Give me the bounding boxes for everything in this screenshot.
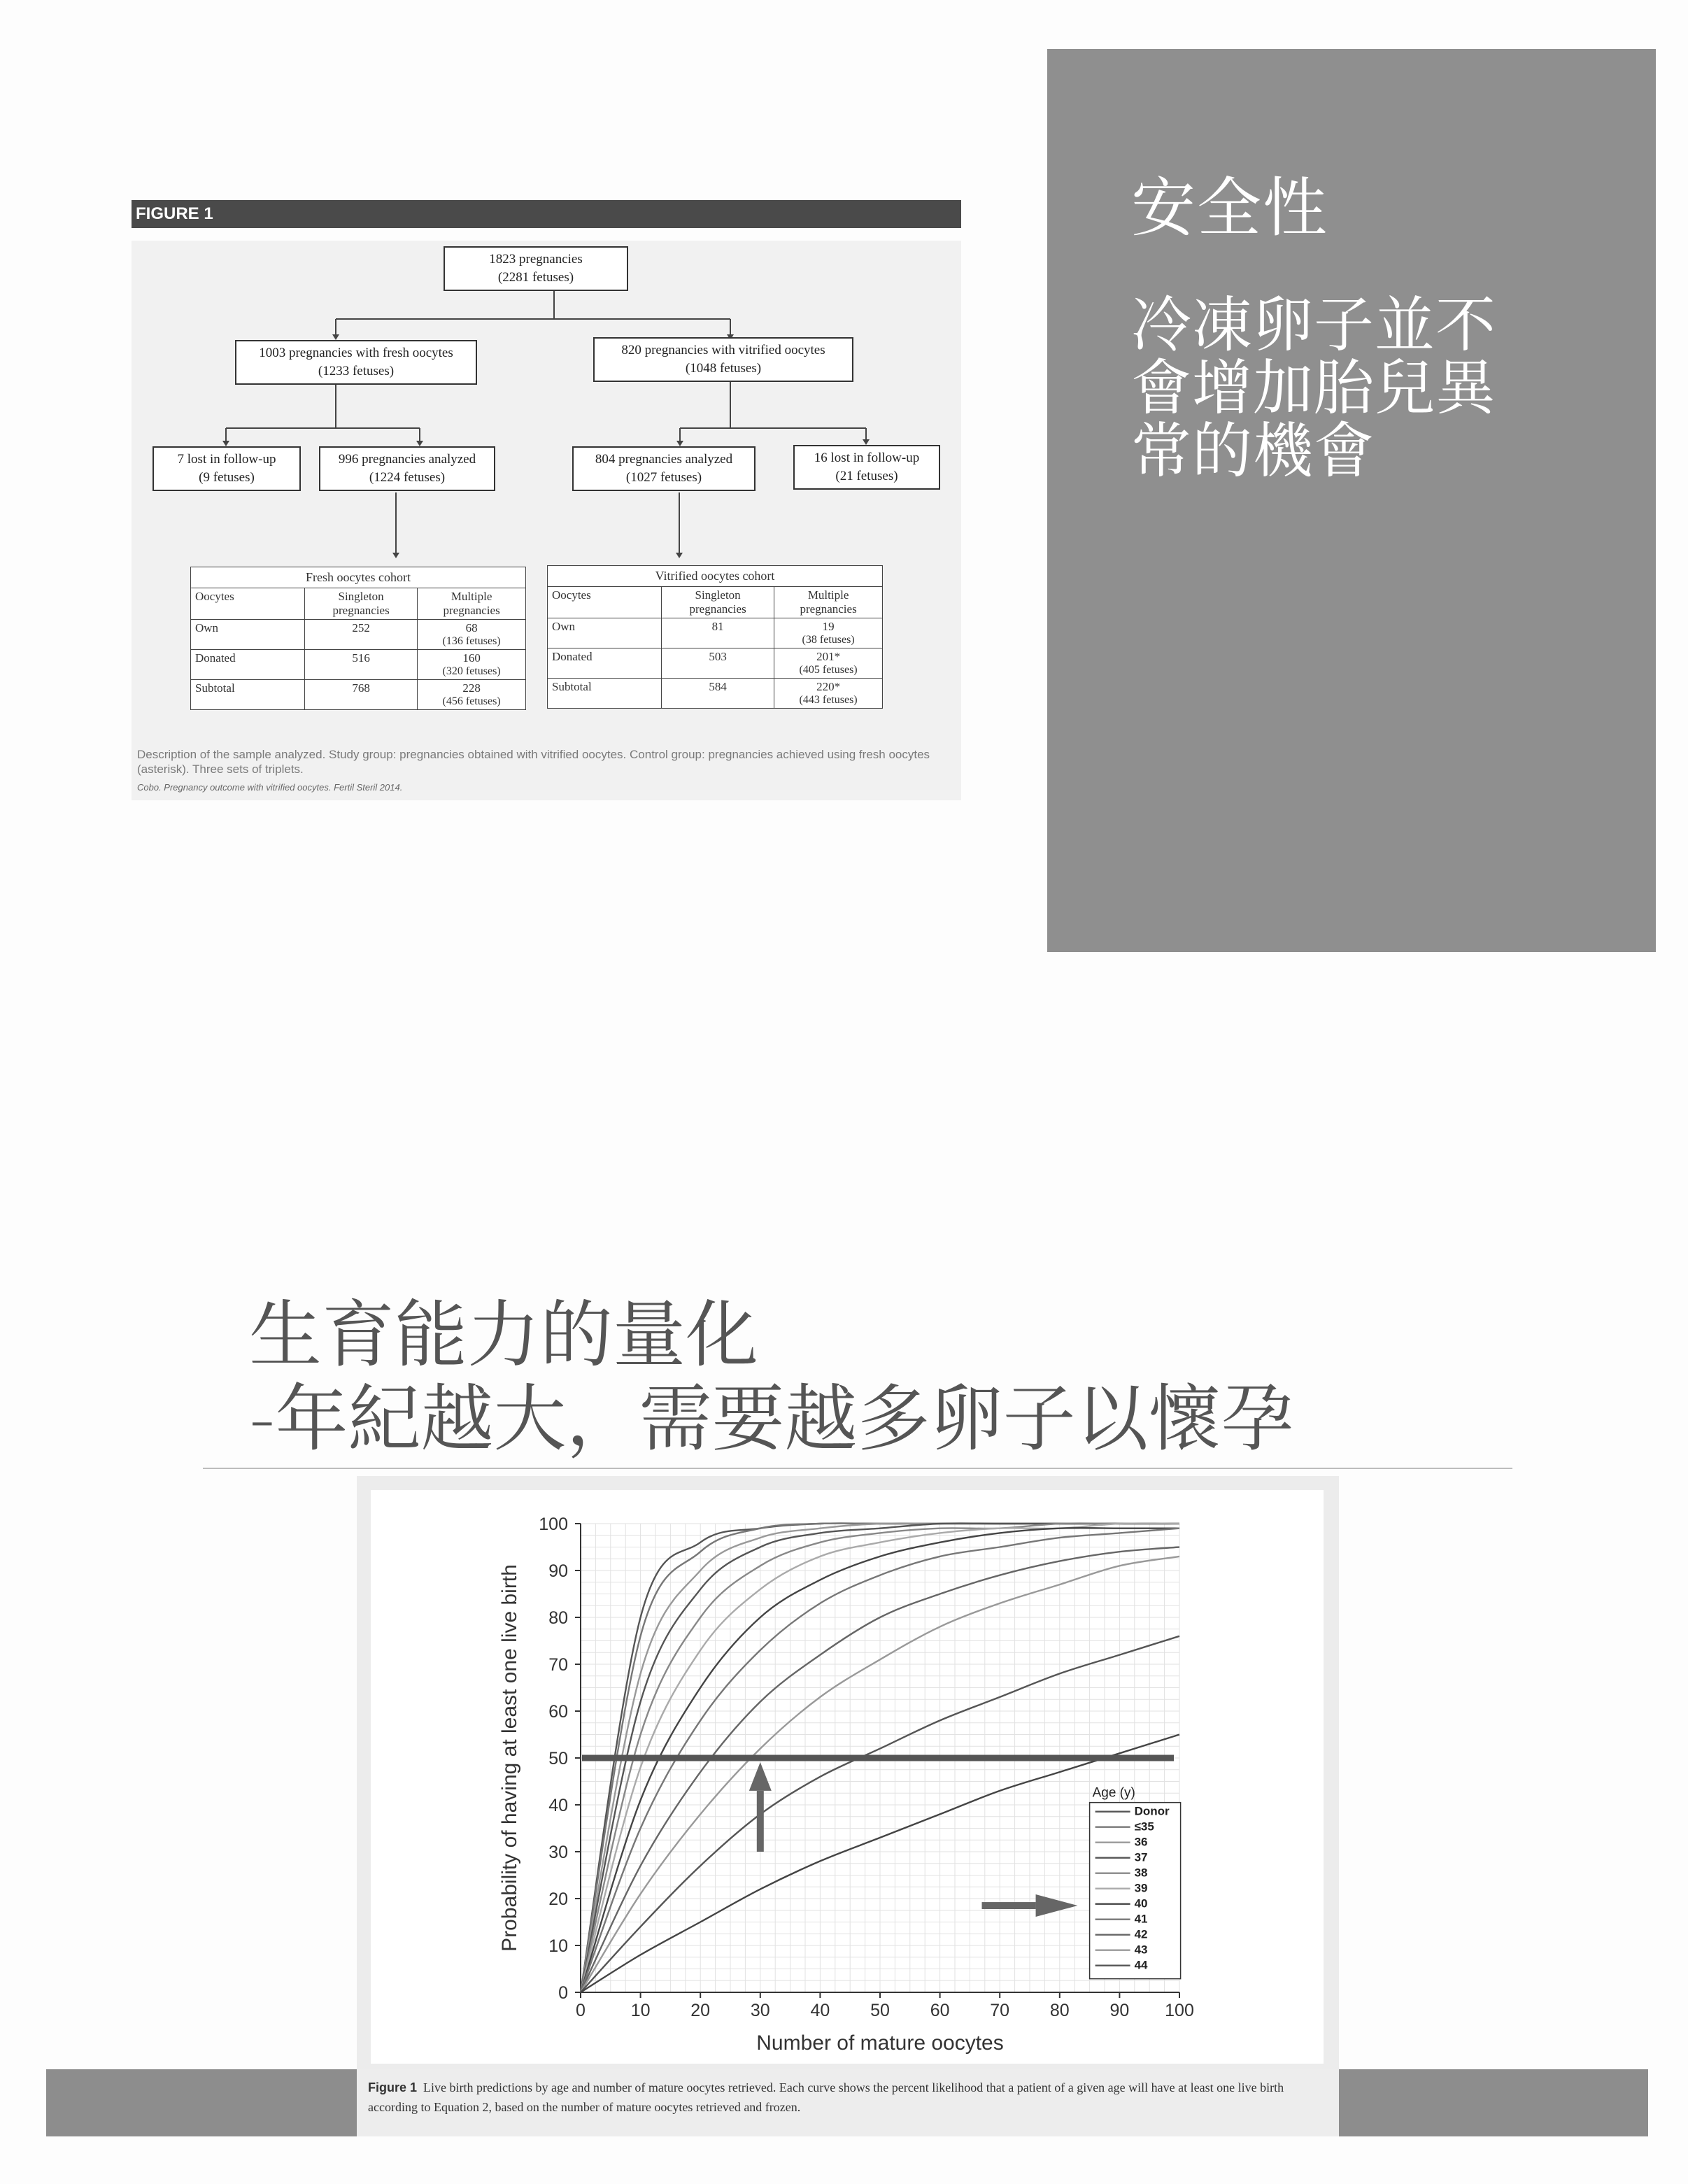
live-birth-chart [371,1490,1324,2064]
flow-box-fresh-lost [153,446,301,491]
y-tick-label: 70 [548,1655,568,1675]
safety-line-2: 會增加胎兒異 [1131,353,1496,423]
y-tick-label: 0 [558,1983,568,2003]
flow-box-vitrified-analyzed-line2: (1027 fetuses) [625,470,702,485]
multiple-fetuses: (136 fetuses) [442,635,501,647]
up-arrow-shaft [757,1791,764,1852]
multiple-fetuses: (320 fetuses) [442,665,501,677]
vitrified-cohort-caption: Vitrified oocytes cohort [548,566,883,587]
section-heading [249,1293,1294,1461]
flow-box-total [444,246,628,291]
flow-box-fresh-analyzed-line2: (1224 fetuses) [369,470,446,485]
flow-box-fresh-lost-line1: 7 lost in follow-up [177,452,276,467]
y-tick-label: 90 [548,1561,568,1581]
multiple-value: 220* [816,680,841,693]
singleton-value: 768 [305,680,418,710]
figure1-citation: Cobo. Pregnancy outcome with vitrified oocytes. Fertil Steril 2014. [137,782,403,793]
multiple-fetuses: (443 fetuses) [799,694,858,706]
table-row [191,680,526,710]
y-tick-label: 50 [548,1749,568,1768]
x-tick-label: 80 [1049,2001,1070,2020]
row-label: Donated [191,650,305,680]
flow-box-vitrified-lost [793,445,940,490]
multiple-value: 68 [465,621,478,634]
singleton-value: 503 [662,648,774,679]
heading-line-2: -年紀越大，需要越多卵子以懷孕 [249,1376,1294,1461]
table-row [191,620,526,650]
y-tick-label: 20 [548,1889,568,1909]
legend-entry: 38 [1134,1866,1148,1880]
flow-box-total-line2: (2281 fetuses) [497,270,574,285]
flow-box-vitrified-analyzed [572,446,756,491]
legend-entry: 41 [1134,1912,1148,1926]
row-label: Subtotal [548,679,662,709]
y-axis-label: Probability of having at least one live birth [498,1564,521,1952]
flow-box-vitrified-lost-line1: 16 lost in follow-up [814,451,920,465]
up-arrow-head [749,1762,772,1791]
fresh-cohort-table [190,567,526,710]
legend-entry: 43 [1134,1943,1148,1957]
flow-box-vitrified-lost-line2: (21 fetuses) [835,469,898,483]
flowchart-connectors [132,241,961,590]
figure2-caption-label: Figure 1 [368,2080,418,2094]
flow-box-vitrified-line2: (1048 fetuses) [685,361,762,376]
figure1-label: FIGURE 1 [132,200,961,228]
fresh-col-header-multiple: Multiple pregnancies [418,588,526,620]
table-row [548,648,883,679]
singleton-value: 81 [662,618,774,648]
multiple-value: 19 [822,620,835,633]
x-tick-label: 50 [870,2001,890,2020]
heading-line-1: 生育能力的量化 [249,1292,759,1377]
x-tick-label: 100 [1165,2001,1194,2020]
singleton-value: 252 [305,620,418,650]
legend-entry: Donor [1134,1804,1170,1818]
table-row [191,650,526,680]
flow-box-fresh [235,340,477,385]
multiple-fetuses: (456 fetuses) [442,695,501,707]
singleton-value: 584 [662,679,774,709]
legend-title: Age (y) [1092,1785,1135,1801]
y-tick-label: 80 [548,1608,568,1628]
x-tick-label: 90 [1109,2001,1130,2020]
x-axis-label: Number of mature oocytes [756,2031,1004,2055]
multiple-cell [418,680,526,710]
row-label: Own [548,618,662,648]
table-row [548,679,883,709]
multiple-cell [774,648,883,679]
fresh-col-header-singleton: Singleton pregnancies [305,588,418,620]
row-label: Donated [548,648,662,679]
figure1-caption: Description of the sample analyzed. Study group: pregnancies obtained with vitrified oocytes. Control group: pregnancies achieved using fresh oocytes (asterisk). Three sets of triplets. [137,748,930,776]
vit-col-header-multiple: Multiple pregnancies [774,587,883,618]
figure1-panel [132,241,961,800]
flow-box-fresh-lost-line2: (9 fetuses) [199,470,255,485]
x-tick-label: 70 [990,2001,1010,2020]
multiple-cell [418,620,526,650]
flow-box-total-line1: 1823 pregnancies [489,252,583,267]
vit-col-header-singleton: Singleton pregnancies [662,587,774,618]
flow-box-vitrified-analyzed-line1: 804 pregnancies analyzed [595,452,733,467]
flow-box-fresh-line1: 1003 pregnancies with fresh oocytes [259,346,453,360]
flow-box-vitrified [593,337,853,382]
x-tick-label: 20 [690,2001,711,2020]
legend-entry: 37 [1134,1850,1148,1864]
flow-box-vitrified-line1: 820 pregnancies with vitrified oocytes [621,343,825,357]
safety-text [1131,290,1621,486]
multiple-cell [418,650,526,680]
x-tick-label: 30 [750,2001,770,2020]
table-row [548,618,883,648]
y-tick-label: 100 [539,1515,568,1534]
legend-entry: 44 [1134,1958,1148,1972]
x-tick-label: 40 [810,2001,830,2020]
legend-entry: 36 [1134,1835,1148,1849]
legend-entry: ≤35 [1134,1820,1154,1834]
figure2-caption-text: Live birth predictions by age and number of mature oocytes retrieved. Each curve shows the percent likelihood that a patient of a given age will have at least one live birth according to Equation 2, based on the number of mature oocytes retrieved and frozen. [368,2080,1284,2114]
flow-box-fresh-line2: (1233 fetuses) [318,364,395,378]
vit-col-header-oocytes: Oocytes [548,587,662,618]
y-tick-label: 30 [548,1843,568,1862]
y-tick-label: 10 [548,1936,568,1956]
safety-line-3: 常的機會 [1131,416,1375,486]
safety-line-1: 冷凍卵子並不 [1131,290,1496,360]
legend-entry: 39 [1134,1881,1148,1895]
safety-title: 安全性 [1131,171,1329,246]
y-tick-label: 60 [548,1702,568,1722]
multiple-value: 201* [816,650,841,663]
row-label: Own [191,620,305,650]
fresh-col-header-oocytes: Oocytes [191,588,305,620]
row-label: Subtotal [191,680,305,710]
vitrified-cohort-table [547,565,883,709]
multiple-value: 160 [462,651,481,665]
multiple-cell [774,618,883,648]
singleton-value: 516 [305,650,418,680]
legend-entry: 42 [1134,1927,1148,1941]
y-tick-label: 40 [548,1796,568,1815]
flow-box-fresh-analyzed-line1: 996 pregnancies analyzed [338,452,476,467]
multiple-fetuses: (405 fetuses) [799,664,858,676]
legend-entry: 40 [1134,1896,1148,1910]
x-tick-label: 60 [930,2001,950,2020]
fresh-cohort-caption: Fresh oocytes cohort [191,567,526,588]
flow-box-fresh-analyzed [319,446,495,491]
x-tick-label: 10 [630,2001,651,2020]
multiple-fetuses: (38 fetuses) [802,634,855,646]
divider [203,1468,1512,1469]
right-arrow-head [1036,1894,1078,1917]
multiple-value: 228 [462,681,481,695]
x-tick-label: 0 [576,2001,586,2020]
right-arrow-shaft [982,1902,1036,1909]
figure2-caption [368,2078,1333,2117]
multiple-cell [774,679,883,709]
